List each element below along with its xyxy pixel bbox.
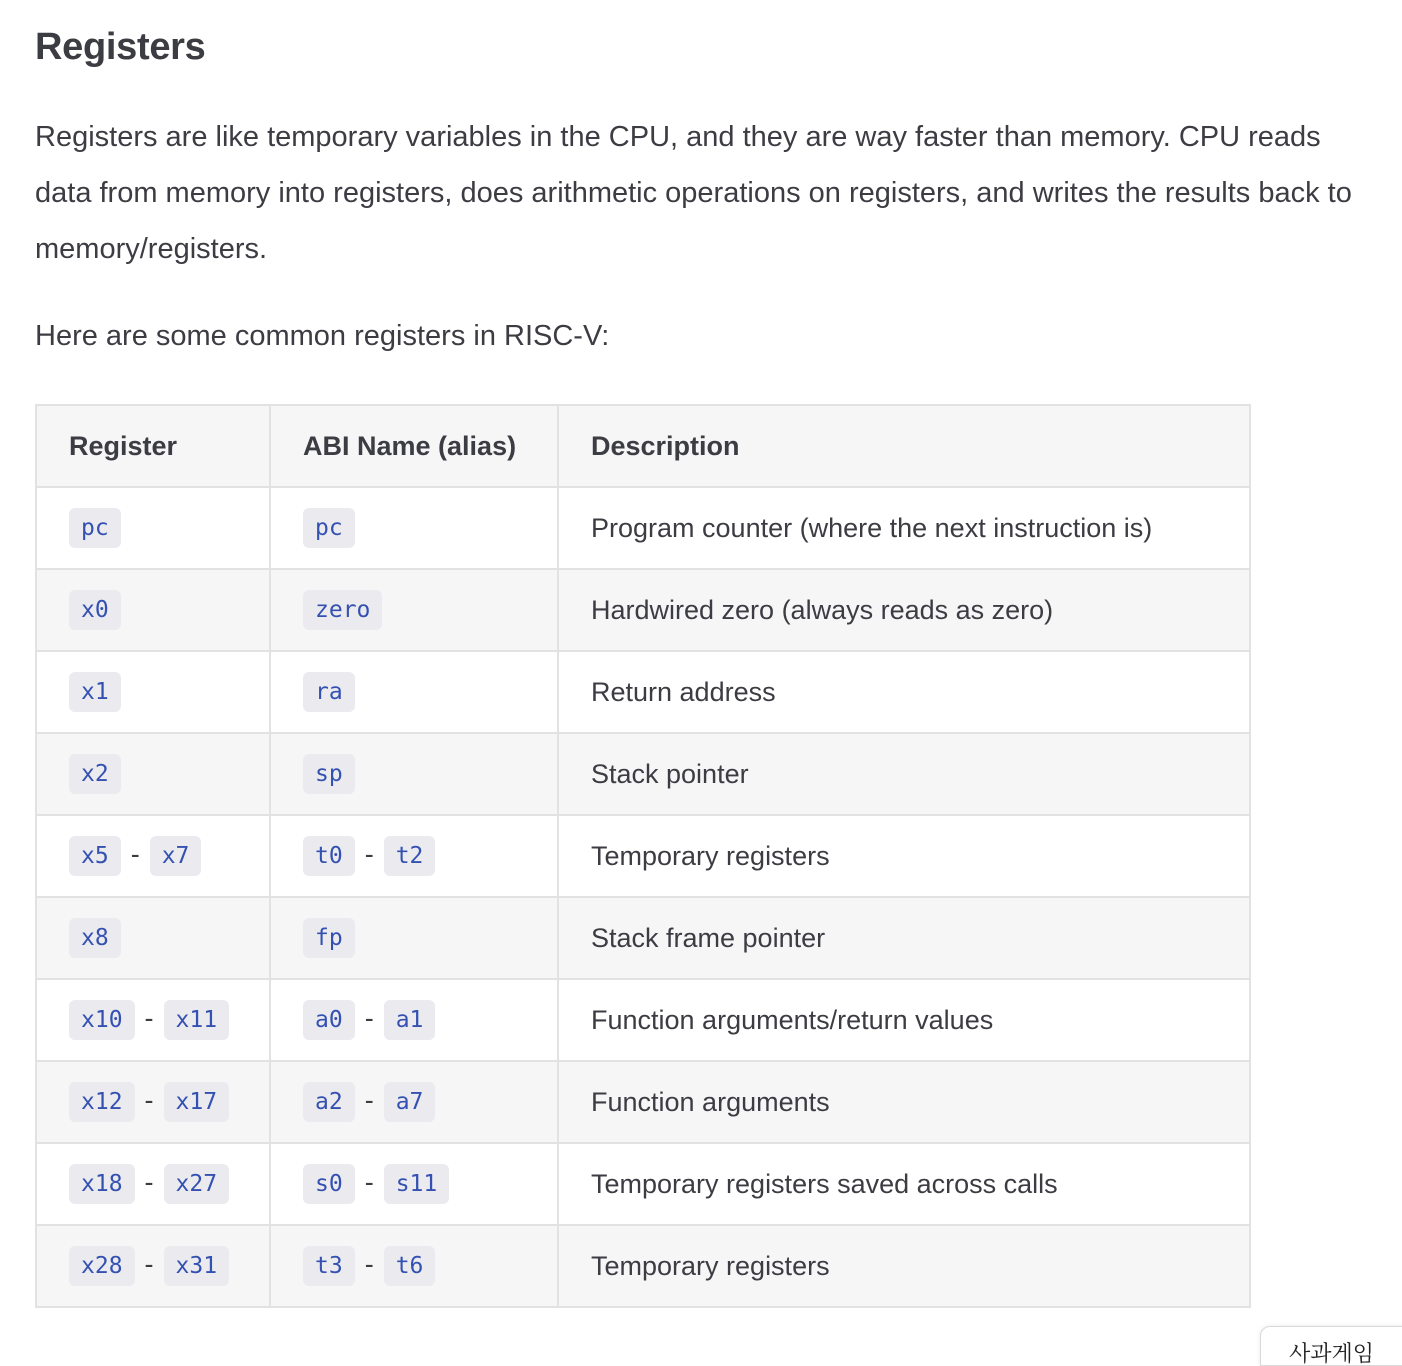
description-cell: Stack frame pointer	[558, 897, 1250, 979]
abi-name-code-end: a1	[384, 1000, 436, 1040]
range-separator: -	[364, 1167, 374, 1197]
abi-name-cell	[270, 815, 558, 897]
table-row	[36, 1143, 1250, 1225]
abi-name-cell	[270, 487, 558, 569]
abi-name-cell	[270, 733, 558, 815]
register-cell	[36, 897, 270, 979]
register-code: x18	[69, 1164, 135, 1204]
description-cell: Temporary registers	[558, 815, 1250, 897]
table-row	[36, 651, 1250, 733]
abi-name-code: sp	[303, 754, 355, 794]
abi-name-code: ra	[303, 672, 355, 712]
register-code: x5	[69, 836, 121, 876]
register-cell	[36, 1143, 270, 1225]
register-cell	[36, 651, 270, 733]
table-row	[36, 979, 1250, 1061]
column-header-abi-name: ABI Name (alias)	[270, 405, 558, 487]
register-code-end: x31	[164, 1246, 230, 1286]
corner-tab-label: 사과게임	[1289, 1342, 1375, 1366]
abi-name-code: a0	[303, 1000, 355, 1040]
abi-name-cell	[270, 897, 558, 979]
register-cell	[36, 1225, 270, 1307]
abi-name-code: t3	[303, 1246, 355, 1286]
table-row	[36, 733, 1250, 815]
abi-name-cell	[270, 569, 558, 651]
table-row	[36, 897, 1250, 979]
intro-paragraph: Registers are like temporary variables in the CPU, and they are way faster than memory. CPU reads data from memory into registers, does arithmetic operations on registers, and writes the results back to memory/registers.	[35, 121, 1352, 265]
abi-name-code-end: s11	[384, 1164, 450, 1204]
register-cell	[36, 1061, 270, 1143]
register-code-end: x17	[164, 1082, 230, 1122]
register-code-end: x11	[164, 1000, 230, 1040]
register-code: x8	[69, 918, 121, 958]
abi-name-cell	[270, 1225, 558, 1307]
abi-name-code-end: a7	[384, 1082, 436, 1122]
table-row	[36, 569, 1250, 651]
column-header-register: Register	[36, 405, 270, 487]
range-separator: -	[130, 839, 140, 869]
range-separator: -	[364, 1085, 374, 1115]
abi-name-code-end: t6	[384, 1246, 436, 1286]
description-cell: Temporary registers saved across calls	[558, 1143, 1250, 1225]
description-cell: Temporary registers	[558, 1225, 1250, 1307]
description-cell: Stack pointer	[558, 733, 1250, 815]
abi-name-code: pc	[303, 508, 355, 548]
register-code-end: x27	[164, 1164, 230, 1204]
register-code: x10	[69, 1000, 135, 1040]
register-code: x0	[69, 590, 121, 630]
abi-name-cell	[270, 1061, 558, 1143]
description-cell: Function arguments	[558, 1061, 1250, 1143]
range-separator: -	[364, 1003, 374, 1033]
table-intro-paragraph: Here are some common registers in RISC-V:	[35, 320, 610, 352]
description-cell: Return address	[558, 651, 1250, 733]
abi-name-code: a2	[303, 1082, 355, 1122]
table-header-row	[36, 405, 1250, 487]
range-separator: -	[144, 1003, 154, 1033]
abi-name-cell	[270, 979, 558, 1061]
range-separator: -	[144, 1249, 154, 1279]
register-code: x2	[69, 754, 121, 794]
register-code: x28	[69, 1246, 135, 1286]
table-body	[36, 487, 1250, 1307]
range-separator: -	[144, 1167, 154, 1197]
table-row	[36, 815, 1250, 897]
table-row	[36, 487, 1250, 569]
abi-name-code-end: t2	[384, 836, 436, 876]
register-code: x1	[69, 672, 121, 712]
abi-name-code: zero	[303, 590, 382, 630]
section-heading: Registers	[35, 26, 206, 68]
register-cell	[36, 815, 270, 897]
abi-name-code: fp	[303, 918, 355, 958]
description-cell: Hardwired zero (always reads as zero)	[558, 569, 1250, 651]
column-header-description: Description	[558, 405, 1250, 487]
description-cell: Program counter (where the next instruction is)	[558, 487, 1250, 569]
abi-name-code: s0	[303, 1164, 355, 1204]
register-cell	[36, 487, 270, 569]
range-separator: -	[364, 1249, 374, 1279]
description-cell: Function arguments/return values	[558, 979, 1250, 1061]
abi-name-code: t0	[303, 836, 355, 876]
register-cell	[36, 733, 270, 815]
register-code: x12	[69, 1082, 135, 1122]
table-row	[36, 1225, 1250, 1307]
abi-name-cell	[270, 651, 558, 733]
table-row	[36, 1061, 1250, 1143]
registers-table	[35, 404, 1251, 1308]
range-separator: -	[144, 1085, 154, 1115]
register-cell	[36, 569, 270, 651]
range-separator: -	[364, 839, 374, 869]
abi-name-cell	[270, 1143, 558, 1225]
register-cell	[36, 979, 270, 1061]
register-code: pc	[69, 508, 121, 548]
register-code-end: x7	[150, 836, 202, 876]
corner-tab[interactable]	[1260, 1326, 1402, 1366]
